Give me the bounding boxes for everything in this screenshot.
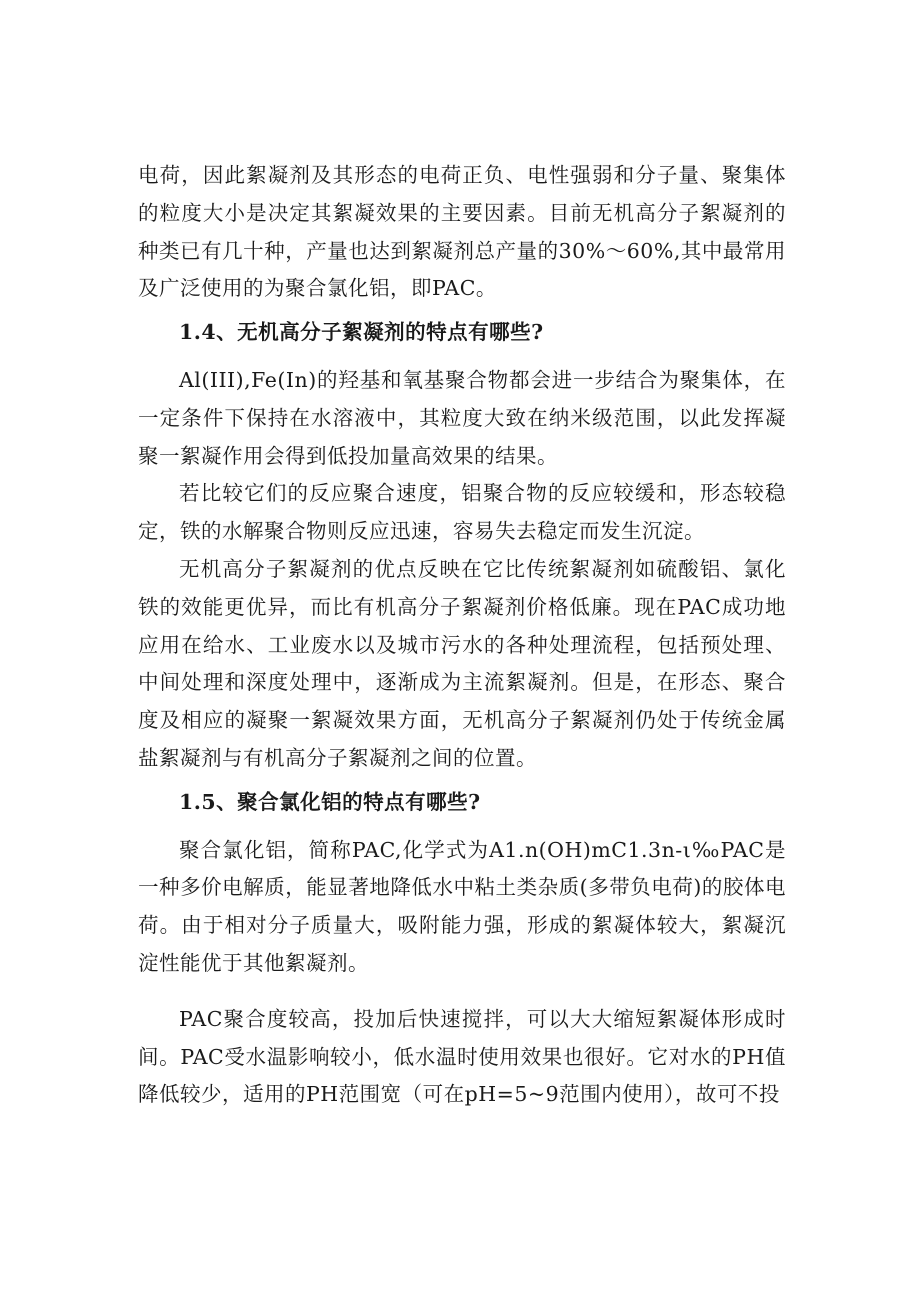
paragraph-pac-definition: 聚合氯化铝，简称PAC,化学式为A1.n(OH)mC1.3n-ι‰PAC是一种多价电解质，能显著地降低水中粘土类杂质(多带负电荷)的胶体电荷。由于相对分子质量大，吸附能力强，形成的絮凝体较大，絮凝沉淀性能优于其他絮凝剂。 (138, 837, 786, 975)
paragraph-flocculant-charge: 电荷，因此絮凝剂及其形态的电荷正负、电性强弱和分子量、聚集体的粒度大小是决定其絮凝效果的主要因素。目前无机高分子絮凝剂的种类已有几十种，产量也达到絮凝剂总产量的30%～60%,其中最常用及广泛使用的为聚合氯化铝，即PAC。 (138, 163, 786, 301)
spacer (138, 352, 786, 362)
heading-1-5: 1.5、聚合氯化铝的特点有哪些? (179, 789, 481, 814)
heading-1-4: 1.4、无机高分子絮凝剂的特点有哪些? (179, 320, 544, 345)
document-page (138, 157, 786, 1114)
paragraph-pac-properties: PAC聚合度较高，投加后快速搅拌，可以大大缩短絮凝体形成时间。PAC受水温影响较小，低水温时使用效果也很好。它对水的PH值降低较少，适用的PH范围宽（可在pH=5~9范围内使用），故可不投 (138, 1006, 786, 1107)
paragraph-advantages: 无机高分子絮凝剂的优点反映在它比传统絮凝剂如硫酸铝、氯化铁的效能更优异，而比有机高分子絮凝剂价格低廉。现在PAC成功地应用在给水、工业废水以及城市污水的各种处理流程，包括预处理、中间处理和深度处理中，逐渐成为主流絮凝剂。但是，在形态、聚合度及相应的凝聚一絮凝效果方面，无机高分子絮凝剂仍处于传统金属盐絮凝剂与有机高分子絮凝剂之间的位置。 (138, 556, 786, 770)
paragraph-reaction-speed: 若比较它们的反应聚合速度，铝聚合物的反应较缓和，形态较稳定，铁的水解聚合物则反应迅速，容易失去稳定而发生沉淀。 (138, 481, 786, 544)
spacer (138, 822, 786, 832)
spacer (138, 983, 786, 1001)
paragraph-hydroxyl-polymers: Al(III),Fe(In)的羟基和氧基聚合物都会进一步结合为聚集体，在一定条件下保持在水溶液中，其粒度大致在纳米级范围，以此发挥凝聚一絮凝作用会得到低投加量高效果的结果。 (138, 367, 786, 468)
